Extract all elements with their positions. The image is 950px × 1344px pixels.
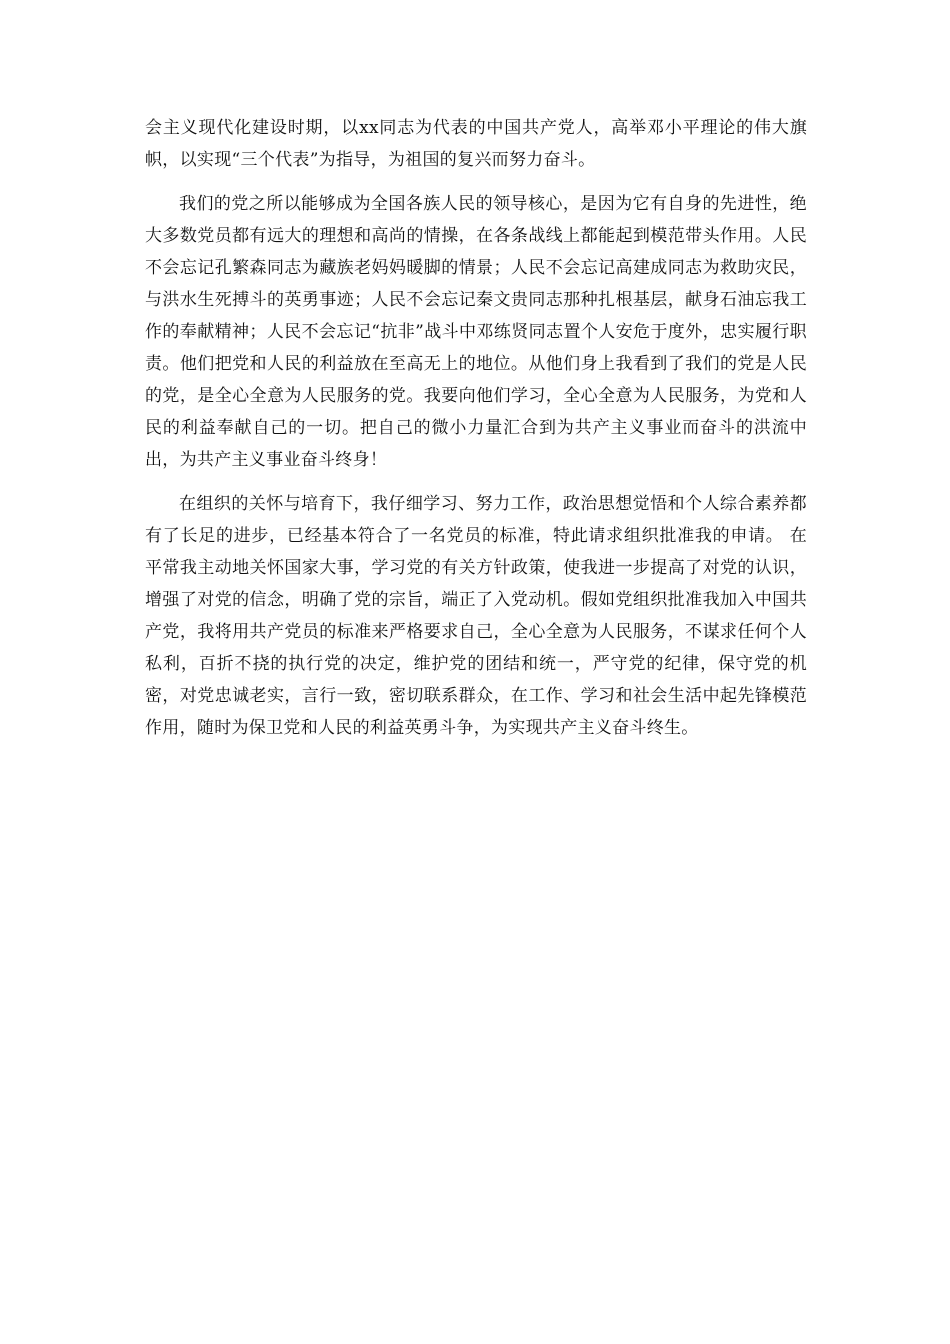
paragraph-party-advancement: 我们的党之所以能够成为全国各族人民的领导核心，是因为它有自身的先进性，绝大多数党员都有远大的理想和高尚的情操，在各条战线上都能起到模范带头作用。人民不会忘记孔繁森同志为藏族老妈妈暖脚的情景；人民不会忘记高建成同志为救助灾民，与洪水生死搏斗的英勇事迹；人民不会忘记秦文贵同志那种扎根基层，献身石油忘我工作的奉献精神；人民不会忘记“抗非”战斗中邓练贤同志置个人安危于度外，忠实履行职责。他们把党和人民的利益放在至高无上的地位。从他们身上我看到了我们的党是人民的党，是全心全意为人民服务的党。我要向他们学习，全心全意为人民服务，为党和人民的利益奉献自己的一切。把自己的微小力量汇合到为共产主义事业而奋斗的洪流中出，为共产主义事业奋斗终身！ xyxy=(145,194,807,470)
document-body xyxy=(145,112,807,756)
paragraph-continuation: 会主义现代化建设时期，以xx同志为代表的中国共产党人，高举邓小平理论的伟大旗帜，以实现“三个代表”为指导，为祖国的复兴而努力奋斗。 xyxy=(145,118,807,170)
paragraph-application-request: 在组织的关怀与培育下，我仔细学习、努力工作，政治思想觉悟和个人综合素养都有了长足的进步，已经基本符合了一名党员的标准，特此请求组织批准我的申请。 在平常我主动地关怀国家大事，学习党的有关方针政策，使我进一步提高了对党的认识，增强了对党的信念，明确了党的宗旨，端正了入党动机。假如党组织批准我加入中国共产党，我将用共产党员的标准来严格要求自己，全心全意为人民服务，不谋求任何个人私利，百折不挠的执行党的决定，维护党的团结和统一，严守党的纪律，保守党的机密，对党忠诚老实，言行一致，密切联系群众，在工作、学习和社会生活中起先锋模范作用，随时为保卫党和人民的利益英勇斗争，为实现共产主义奋斗终生。 xyxy=(145,494,807,738)
